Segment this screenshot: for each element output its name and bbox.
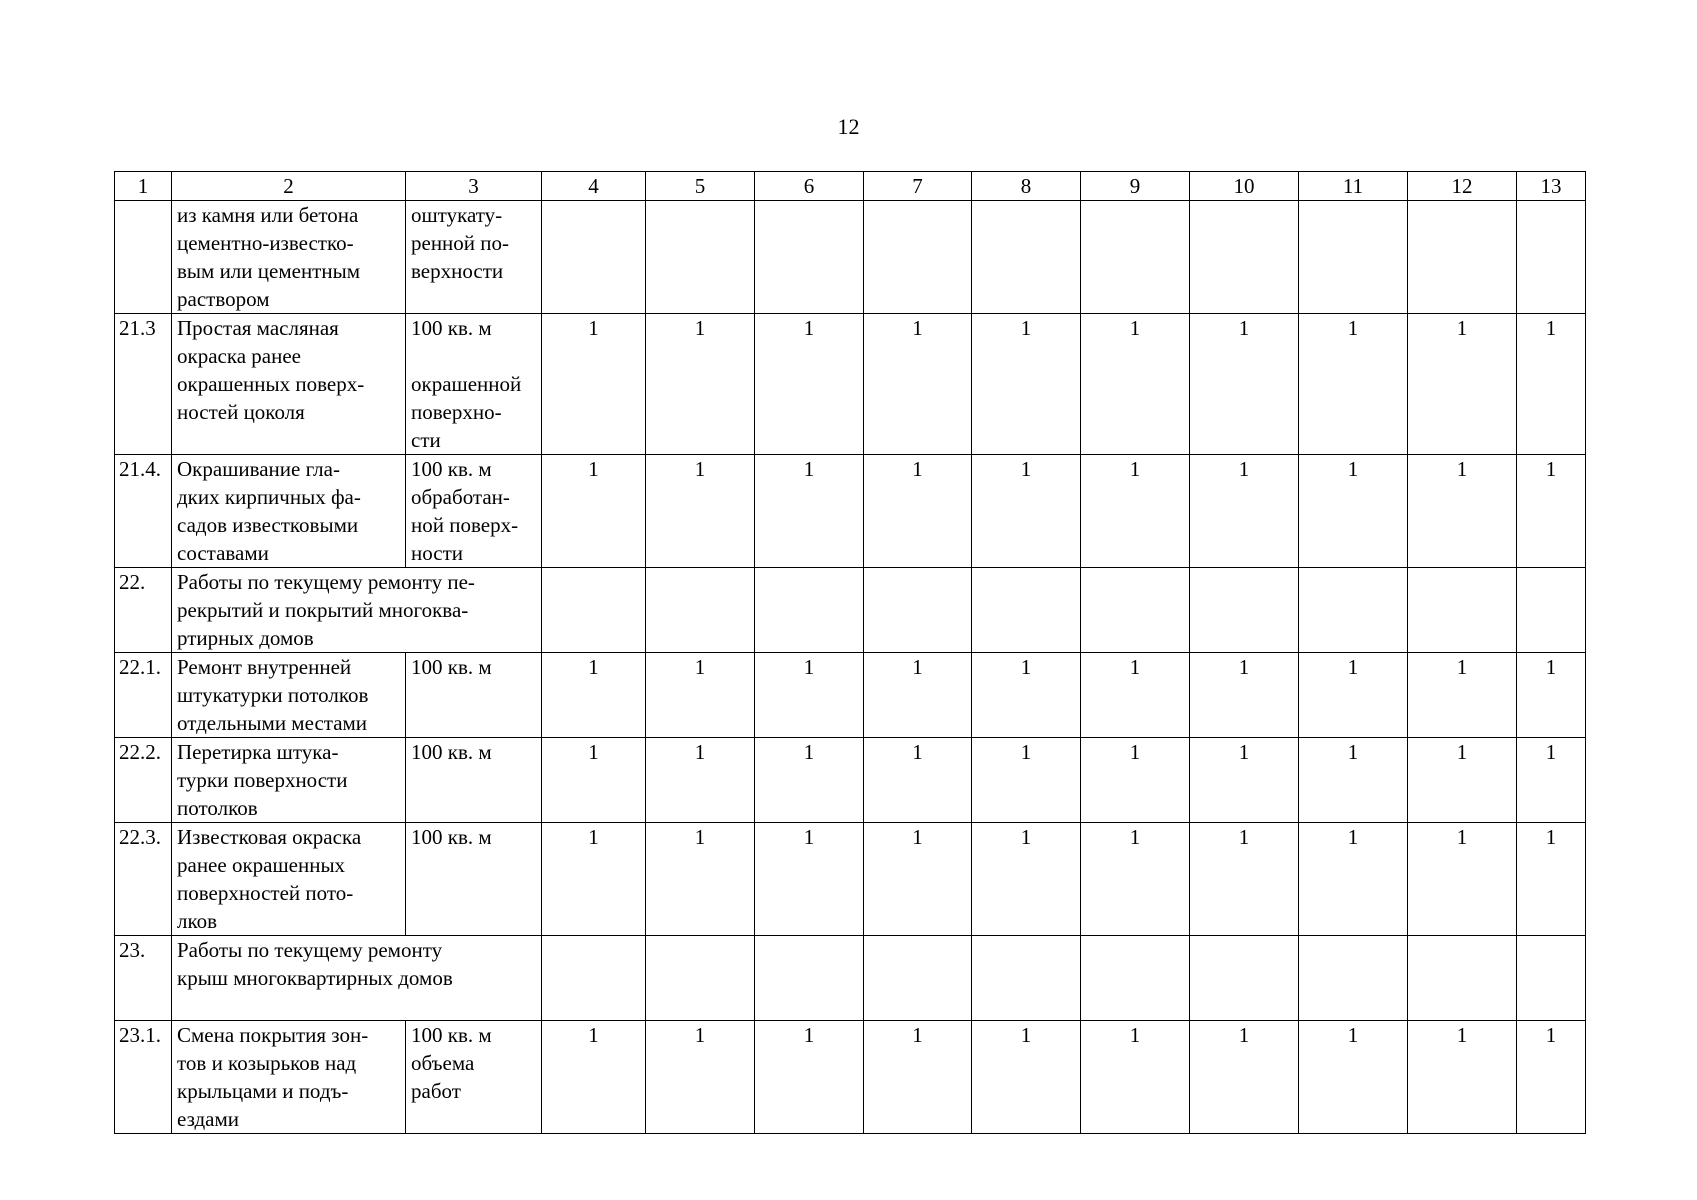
column-header: 8	[972, 172, 1081, 201]
table-row	[115, 1021, 1586, 1134]
column-header: 11	[1299, 172, 1408, 201]
section-title: Работы по текущему ремонту крыш многоквартирных домов	[172, 936, 542, 1021]
value-cell: 1	[1408, 1021, 1517, 1134]
value-cell: 1	[755, 823, 864, 936]
value-cell: 1	[1299, 455, 1408, 568]
value-cell	[972, 201, 1081, 314]
value-cell	[972, 936, 1081, 1021]
value-cell	[1408, 201, 1517, 314]
value-cell: 1	[755, 314, 864, 455]
row-index: 22.2.	[115, 738, 172, 823]
unit-of-measure: 100 кв. м объема работ	[406, 1021, 542, 1134]
table-row	[115, 455, 1586, 568]
row-index: 22.1.	[115, 653, 172, 738]
value-cell: 1	[646, 314, 755, 455]
value-cell	[1299, 201, 1408, 314]
value-cell	[1408, 936, 1517, 1021]
work-description: Простая масляная окраска ранее окрашенных поверх- ностей цоколя	[172, 314, 406, 455]
value-cell: 1	[1517, 653, 1586, 738]
value-cell: 1	[1190, 738, 1299, 823]
value-cell: 1	[864, 653, 972, 738]
table-row	[115, 568, 1586, 653]
value-cell: 1	[646, 653, 755, 738]
value-cell	[542, 936, 646, 1021]
value-cell: 1	[1408, 653, 1517, 738]
value-cell	[1190, 201, 1299, 314]
value-cell: 1	[972, 653, 1081, 738]
value-cell	[1299, 568, 1408, 653]
value-cell: 1	[972, 823, 1081, 936]
value-cell: 1	[1081, 823, 1190, 936]
value-cell: 1	[1517, 1021, 1586, 1134]
column-header: 13	[1517, 172, 1586, 201]
value-cell	[864, 568, 972, 653]
table-row	[115, 936, 1586, 1021]
value-cell: 1	[542, 738, 646, 823]
table-row	[115, 653, 1586, 738]
value-cell: 1	[646, 455, 755, 568]
column-header: 1	[115, 172, 172, 201]
work-description: Смена покрытия зон- тов и козырьков над крыльцами и подъ- ездами	[172, 1021, 406, 1134]
value-cell: 1	[1517, 823, 1586, 936]
value-cell: 1	[1408, 823, 1517, 936]
value-cell	[646, 568, 755, 653]
value-cell: 1	[1081, 653, 1190, 738]
value-cell	[542, 568, 646, 653]
value-cell	[1408, 568, 1517, 653]
value-cell	[972, 568, 1081, 653]
work-description: Окрашивание гла- дких кирпичных фа- садов известковыми составами	[172, 455, 406, 568]
value-cell: 1	[1190, 455, 1299, 568]
value-cell: 1	[972, 314, 1081, 455]
unit-of-measure: оштукату- ренной по- верхности	[406, 201, 542, 314]
work-description: Ремонт внутренней штукатурки потолков отдельными местами	[172, 653, 406, 738]
row-index: 23.1.	[115, 1021, 172, 1134]
value-cell: 1	[1517, 314, 1586, 455]
column-header: 6	[755, 172, 864, 201]
value-cell: 1	[864, 314, 972, 455]
row-index: 21.3	[115, 314, 172, 455]
row-index: 22.	[115, 568, 172, 653]
column-header: 9	[1081, 172, 1190, 201]
value-cell: 1	[1190, 823, 1299, 936]
column-header: 4	[542, 172, 646, 201]
table-row	[115, 823, 1586, 936]
value-cell: 1	[755, 653, 864, 738]
value-cell	[646, 936, 755, 1021]
value-cell	[1517, 936, 1586, 1021]
value-cell: 1	[646, 738, 755, 823]
value-cell: 1	[542, 455, 646, 568]
value-cell: 1	[864, 738, 972, 823]
value-cell: 1	[1408, 738, 1517, 823]
row-index	[115, 201, 172, 314]
row-index: 23.	[115, 936, 172, 1021]
value-cell	[1190, 936, 1299, 1021]
value-cell: 1	[972, 455, 1081, 568]
value-cell: 1	[1408, 455, 1517, 568]
value-cell: 1	[1299, 653, 1408, 738]
work-description: Известковая окраска ранее окрашенных поверхностей пото- лков	[172, 823, 406, 936]
value-cell	[1190, 568, 1299, 653]
unit-of-measure: 100 кв. м обработан- ной поверх- ности	[406, 455, 542, 568]
unit-of-measure: 100 кв. м	[406, 738, 542, 823]
value-cell: 1	[1517, 738, 1586, 823]
column-header: 2	[172, 172, 406, 201]
value-cell	[1517, 568, 1586, 653]
value-cell	[864, 201, 972, 314]
column-header: 7	[864, 172, 972, 201]
value-cell: 1	[1190, 1021, 1299, 1134]
table-row	[115, 201, 1586, 314]
value-cell: 1	[864, 455, 972, 568]
value-cell	[755, 936, 864, 1021]
works-table	[114, 171, 1586, 1134]
unit-of-measure: 100 кв. м	[406, 823, 542, 936]
value-cell	[1081, 936, 1190, 1021]
row-index: 22.3.	[115, 823, 172, 936]
unit-of-measure: 100 кв. м	[406, 653, 542, 738]
value-cell: 1	[864, 1021, 972, 1134]
value-cell	[755, 568, 864, 653]
value-cell	[542, 201, 646, 314]
value-cell: 1	[1299, 1021, 1408, 1134]
row-index: 21.4.	[115, 455, 172, 568]
value-cell: 1	[972, 738, 1081, 823]
work-description: из камня или бетона цементно-известко- вым или цементным раствором	[172, 201, 406, 314]
value-cell	[1081, 201, 1190, 314]
value-cell: 1	[755, 1021, 864, 1134]
table-row	[115, 738, 1586, 823]
value-cell: 1	[646, 823, 755, 936]
page-number: 12	[837, 114, 860, 139]
value-cell	[646, 201, 755, 314]
value-cell: 1	[1190, 314, 1299, 455]
value-cell	[1299, 936, 1408, 1021]
value-cell	[864, 936, 972, 1021]
value-cell: 1	[542, 653, 646, 738]
table-row	[115, 314, 1586, 455]
section-title: Работы по текущему ремонту пе- рекрытий и покрытий многоква- ртирных домов	[172, 568, 542, 653]
column-header: 12	[1408, 172, 1517, 201]
value-cell: 1	[1408, 314, 1517, 455]
value-cell: 1	[755, 455, 864, 568]
value-cell: 1	[1081, 1021, 1190, 1134]
value-cell: 1	[864, 823, 972, 936]
value-cell: 1	[1081, 314, 1190, 455]
value-cell: 1	[542, 823, 646, 936]
value-cell: 1	[1299, 738, 1408, 823]
value-cell: 1	[1299, 314, 1408, 455]
column-header: 3	[406, 172, 542, 201]
value-cell	[1517, 201, 1586, 314]
value-cell: 1	[646, 1021, 755, 1134]
work-description: Перетирка штука- турки поверхности потолков	[172, 738, 406, 823]
value-cell: 1	[1190, 653, 1299, 738]
value-cell: 1	[755, 738, 864, 823]
value-cell: 1	[1081, 455, 1190, 568]
value-cell: 1	[1081, 738, 1190, 823]
column-header: 5	[646, 172, 755, 201]
column-header-row	[115, 172, 1586, 201]
unit-of-measure: 100 кв. м окрашенной поверхно- сти	[406, 314, 542, 455]
column-header: 10	[1190, 172, 1299, 201]
value-cell: 1	[1299, 823, 1408, 936]
value-cell: 1	[1517, 455, 1586, 568]
value-cell	[755, 201, 864, 314]
value-cell: 1	[542, 1021, 646, 1134]
value-cell: 1	[542, 314, 646, 455]
value-cell: 1	[972, 1021, 1081, 1134]
value-cell	[1081, 568, 1190, 653]
